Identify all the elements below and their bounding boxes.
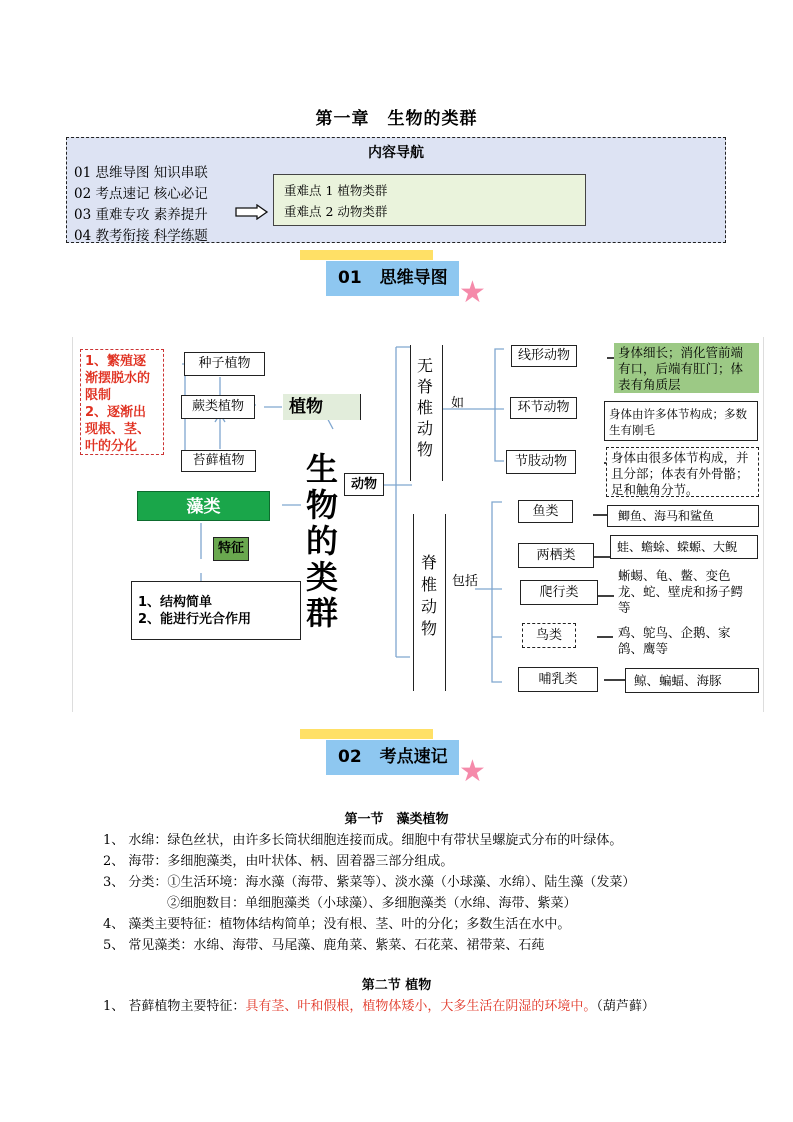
sec2-line-1-suffix: （葫芦藓）: [596, 999, 655, 1014]
section-number: 02: [338, 747, 362, 767]
plant-evolution-note: [80, 349, 164, 455]
inv-desc-1: 身体细长；消化管前端有口，后端有肛门；体表有角质层: [614, 343, 759, 393]
focus-item-2[interactable]: 重难点 2 动物类群: [284, 204, 388, 219]
section-number: 01: [338, 268, 362, 288]
section-tag-02: [326, 740, 459, 775]
ferns-box: 蕨类植物: [181, 395, 255, 419]
section-tag-decoration: [300, 729, 433, 739]
ru-label: 如: [451, 396, 465, 411]
nav-item-1[interactable]: 01 思维导图 知识串联: [74, 165, 208, 181]
vert-desc-amphibian: 蛙、蟾蜍、蝾螈、大鲵: [610, 535, 758, 559]
algae-features-box: [131, 581, 301, 640]
nav-item-3[interactable]: 03 重难专攻 素养提升: [74, 207, 208, 223]
vert-desc-mammal: 鲸、蝙蝠、海豚: [625, 668, 759, 693]
plant-reason-2: 2、逐渐出现根、茎、叶的分化: [85, 405, 151, 454]
sec1-line-3: 3、 分类：①生活环境：海水藻（海带、紫菜等）、淡水藻（小球藻、水绵）、陆生藻（发菜）: [103, 875, 636, 890]
animal-box: 动物: [344, 473, 384, 496]
vert-group-mammal: 哺乳类: [518, 667, 598, 692]
sec1-line-3b: ②细胞数目：单细胞藻类（小球藻）、多细胞藻类（水绵、海带、紫菜）: [167, 896, 577, 911]
nav-heading: 内容导航: [368, 145, 424, 161]
inv-group-2: 环节动物: [510, 397, 577, 419]
algae-box: 藻类: [137, 491, 270, 521]
section-tag-01: [326, 261, 459, 296]
sec2-line-1-highlight: 具有茎、叶和假根，植物体矮小，大多生活在阴湿的环境中。: [245, 999, 597, 1014]
section-2-heading: 第二节 植物: [361, 978, 432, 993]
focus-box: [273, 174, 586, 226]
vertebrate-box: 脊椎动物: [413, 514, 446, 691]
arrow-right-icon: [235, 204, 269, 220]
sec2-line-1: [103, 995, 655, 1014]
inv-group-3: 节肢动物: [506, 450, 576, 474]
algae-feature-2: 2、能进行光合作用: [138, 612, 252, 627]
vert-group-bird: 鸟类: [522, 623, 576, 648]
feature-label: 特征: [213, 537, 249, 561]
plant-reason-1: 1、繁殖逐渐摆脱水的限制: [85, 354, 151, 403]
seed-plants-box: 种子植物: [184, 352, 265, 376]
section-label: 思维导图: [379, 268, 448, 288]
inv-group-1: 线形动物: [511, 345, 577, 367]
vert-desc-fish: 鲫鱼、海马和鲨鱼: [607, 505, 759, 527]
section-label: 考点速记: [379, 747, 448, 767]
section-tag-decoration: [300, 250, 433, 260]
vert-group-reptile: 爬行类: [520, 580, 598, 605]
content-navigation: [66, 137, 726, 243]
sec2-line-1-prefix: 1、 苔藓植物主要特征：: [103, 999, 246, 1014]
inv-desc-2: 身体由许多体节构成；多数生有刚毛: [604, 401, 758, 441]
focus-item-1[interactable]: 重难点 1 植物类群: [284, 183, 388, 198]
inv-desc-3: 身体由很多体节构成，并且分部；体表有外骨骼；足和触角分节。: [606, 447, 759, 497]
mosses-box: 苔藓植物: [181, 450, 256, 472]
sec1-line-2: 2、 海带：多细胞藻类，由叶状体、柄、固着器三部分组成。: [103, 854, 454, 869]
center-topic: 生物的类群: [306, 450, 339, 632]
nav-item-4[interactable]: 04 教考衔接 科学练题: [74, 228, 208, 244]
sec1-line-5: 5、 常见藻类：水绵、海带、马尾藻、鹿角菜、紫菜、石花菜、裙带菜、石莼: [103, 938, 545, 953]
page-title: 第一章 生物的类群: [315, 109, 478, 129]
baokuo-label: 包括: [452, 574, 479, 589]
section-1-heading: 第一节 藻类植物: [344, 812, 449, 827]
algae-feature-1: 1、结构简单: [138, 595, 213, 610]
sec1-line-4: 4、 藻类主要特征：植物体结构简单；没有根、茎、叶的分化；多数生活在水中。: [103, 917, 571, 932]
nav-item-2[interactable]: 02 考点速记 核心必记: [74, 186, 208, 202]
vert-group-fish: 鱼类: [518, 500, 573, 523]
star-icon: ★: [459, 275, 486, 310]
vert-desc-reptile: 蜥蜴、龟、鳖、变色龙、蛇、壁虎和扬子鳄等: [618, 568, 744, 615]
sec1-line-1: 1、 水绵：绿色丝状，由许多长筒状细胞连接而成。细胞中有带状呈螺旋式分布的叶绿体。: [103, 833, 623, 848]
plant-label: 植物: [283, 394, 361, 420]
star-icon: ★: [459, 754, 486, 789]
vert-desc-bird: 鸡、鸵鸟、企鹅、家鸽、鹰等: [618, 625, 731, 656]
vert-group-amphibian: 两栖类: [518, 543, 594, 568]
invertebrate-box: 无脊椎动物: [410, 345, 443, 481]
